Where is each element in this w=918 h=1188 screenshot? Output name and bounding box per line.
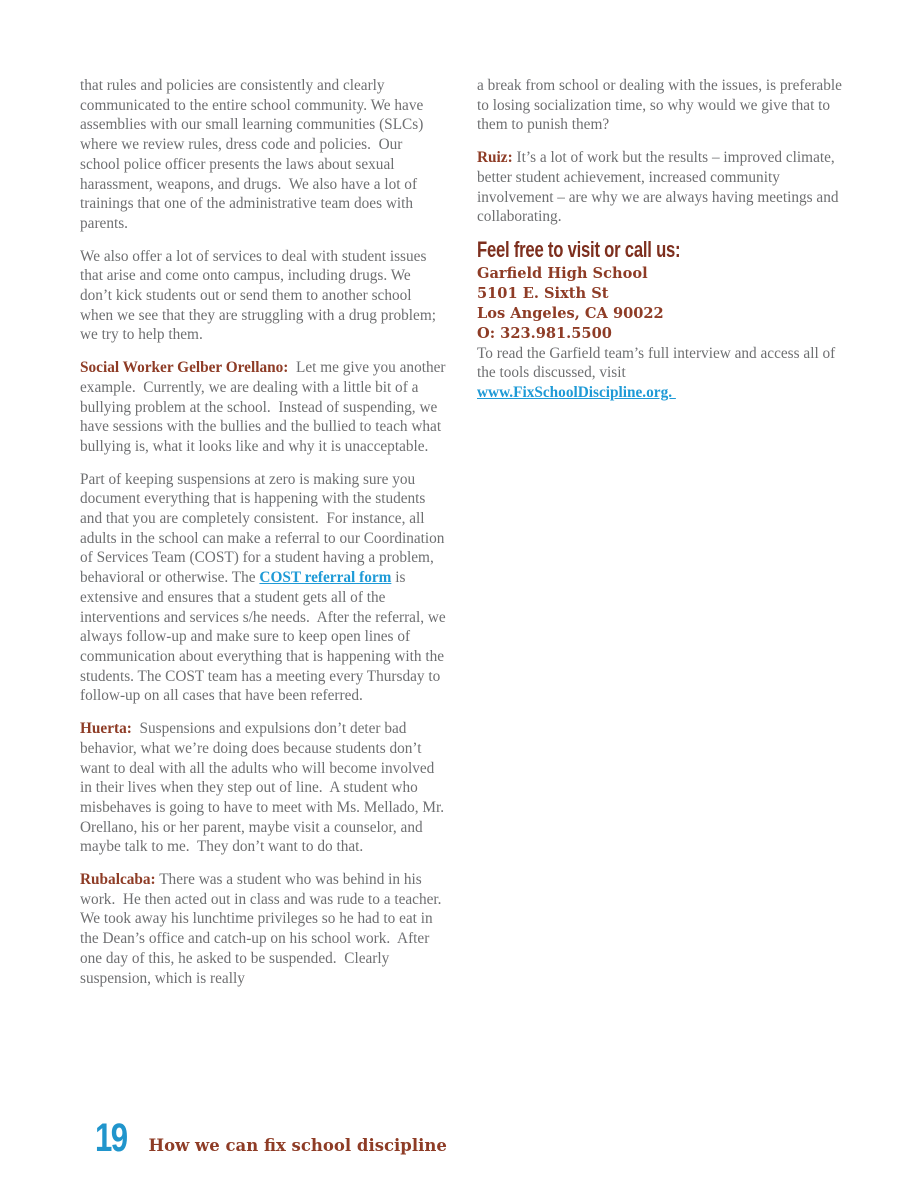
paragraph (80, 870, 449, 988)
page-number: 19 (95, 1116, 127, 1160)
paragraph (80, 719, 446, 857)
paragraph-text: There was a student who was behind in his work. He then acted out in class and was rude to a teacher. We took away his lunchtime privileges so he had to eat in the Dean’s office and catch-up on his school work. After one day of this, he asked to be suspended. Clearly suspension, which is really (80, 871, 449, 987)
paragraph (80, 76, 446, 234)
contact-block (477, 236, 843, 403)
contact-city: Los Angeles, CA 90022 (477, 304, 664, 322)
paragraph-text: Part of keeping suspensions at zero is making sure you document everything that is happening with the students and that you are completely consistent. For instance, all adults in the school can make a referral to our Coordination of Services Team (COST) for a student having a problem, behavioral or otherwise. The (80, 470, 449, 587)
paragraph-text: that rules and policies are consistently and clearly communicated to the entire school community. We have assemblies with our small learning communities (SLCs) where we review rules, dress code and policies. Our school police officer presents the laws about sexual harassment, weapons, and drugs. We also have a lot of trainings that one of the administrative team does with parents. (80, 77, 428, 232)
right-column (477, 76, 846, 416)
speaker-name: Ruiz: (477, 149, 513, 167)
page-footer (95, 1116, 447, 1161)
paragraph (477, 148, 843, 227)
contact-school-name: Garfield High School (477, 264, 648, 282)
speaker-name: Rubalcaba: (80, 871, 156, 889)
contact-note (477, 344, 843, 403)
paragraph (80, 470, 450, 706)
fixschooldiscipline-link[interactable]: www.FixSchoolDiscipline.org. (477, 384, 676, 402)
paragraph-text: Suspensions and expulsions don’t deter bad behavior, what we’re doing does because students don’t want to deal with all the adults who will become involved in their lives when they step out of line. A student who misbehaves is going to have to meet with Ms. Mellado, Mr. Orellano, his or her parent, maybe visit a counselor, and maybe talk to me. They don’t want to do that. (80, 720, 448, 856)
paragraph-text: It’s a lot of work but the results – improved climate, better student achievement, increased community involvement – are why we are always having meetings and collaborating. (477, 149, 843, 226)
paragraph (80, 358, 450, 457)
paragraph-text: a break from school or dealing with the issues, is preferable to losing socialization time, so why would we give that to them to punish them? (477, 77, 846, 134)
paragraph (80, 247, 446, 346)
left-column (80, 76, 450, 1001)
contact-heading: Feel free to visit or call us: (477, 236, 681, 262)
speaker-name: Huerta: (80, 720, 132, 738)
paragraph-text: is extensive and ensures that a student gets all of the interventions and services s/he needs. After the referral, we always follow-up and make sure to keep open lines of communication about everything that is happening with the students. The COST team has a meeting every Thursday to follow-up on all cases that have been referred. (80, 569, 450, 705)
paragraph-text: Let me give you another example. Currently, we are dealing with a little bit of a bullying problem at the school. Instead of suspending, we have sessions with the bullies and the bullied to teach what bullying is, what it looks like and why it is unacceptable. (80, 359, 450, 455)
paragraph-text: We also offer a lot of services to deal with student issues that arise and come onto campus, including drugs. We don’t kick students out or send them to another school when we see that they are struggling with a drug problem; we try to help them. (80, 247, 440, 344)
contact-street: 5101 E. Sixth St (477, 284, 609, 302)
speaker-name: Social Worker Gelber Orellano: (80, 359, 289, 377)
cost-referral-form-link[interactable]: COST referral form (259, 569, 392, 587)
contact-phone: O: 323.981.5500 (477, 324, 612, 342)
contact-note-text: To read the Garfield team’s full interview and access all of the tools discussed, visit (477, 344, 840, 382)
footer-title: How we can fix school discipline (148, 1136, 447, 1155)
paragraph (477, 76, 846, 135)
